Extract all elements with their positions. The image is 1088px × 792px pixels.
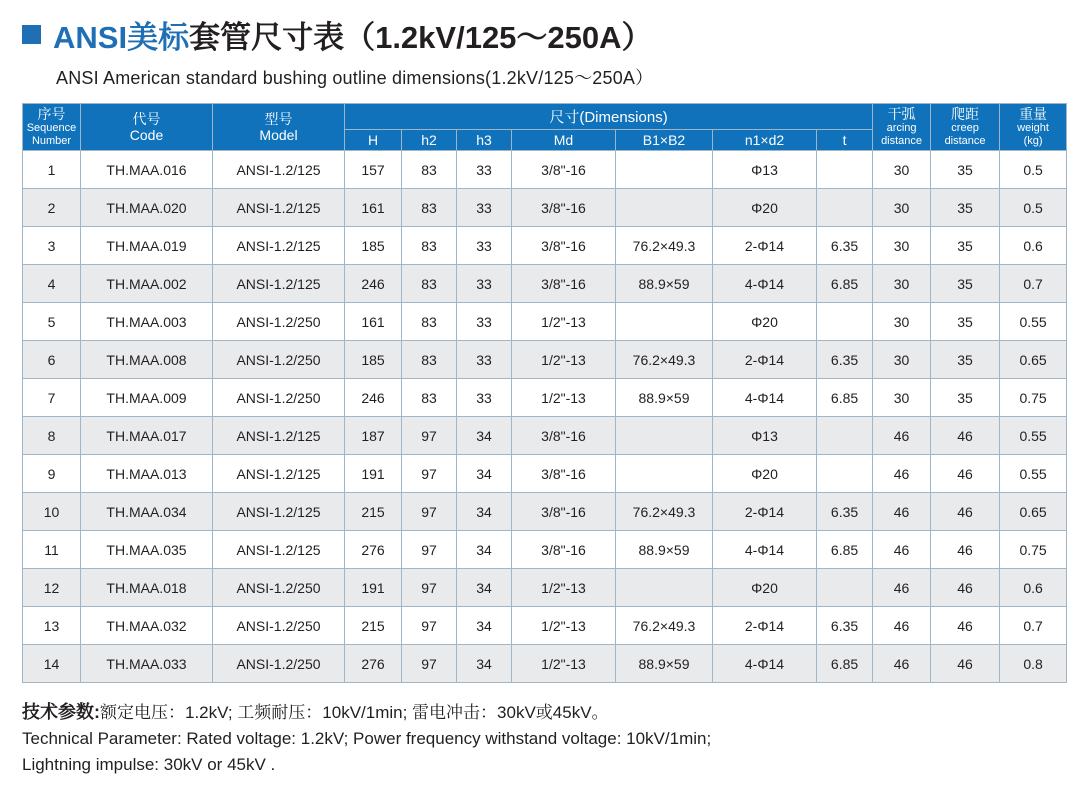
table-row	[23, 379, 1067, 417]
note-line-english-1: Technical Parameter: Rated voltage: 1.2kV; Power frequency withstand voltage: 10kV/1min;	[22, 729, 712, 748]
cell-model: ANSI-1.2/250	[213, 341, 345, 379]
cell-model: ANSI-1.2/250	[213, 569, 345, 607]
cell-code: TH.MAA.016	[81, 151, 213, 189]
header-creep-zh: 爬距	[951, 106, 980, 123]
cell-t: 6.35	[817, 341, 873, 379]
cell-model: ANSI-1.2/125	[213, 265, 345, 303]
header-weight	[1000, 104, 1067, 151]
cell-h: 161	[345, 189, 402, 227]
cell-weight: 0.75	[1000, 531, 1067, 569]
cell-h1: 30	[873, 189, 931, 227]
table-row	[23, 341, 1067, 379]
cell-weight: 0.75	[1000, 379, 1067, 417]
cell-h1: 46	[873, 493, 931, 531]
note-label: 技术参数:	[22, 702, 100, 722]
cell-b1b2: 88.9×59	[616, 379, 713, 417]
cell-h: 185	[345, 227, 402, 265]
cell-h: 276	[345, 645, 402, 683]
cell-h1: 46	[873, 417, 931, 455]
cell-h2: 97	[402, 645, 457, 683]
cell-sequence: 12	[23, 569, 81, 607]
page-subtitle: ANSI American standard bushing outline dimensions(1.2kV/125～250A）	[56, 68, 654, 88]
table-row	[23, 493, 1067, 531]
header-sequence-en1: Sequence	[26, 122, 77, 135]
cell-n1d2: 2-Φ14	[713, 341, 817, 379]
cell-creep: 35	[931, 265, 1000, 303]
cell-h1: 30	[873, 303, 931, 341]
cell-weight: 0.55	[1000, 455, 1067, 493]
cell-n1d2: 4-Φ14	[713, 265, 817, 303]
cell-h: 246	[345, 379, 402, 417]
technical-notes	[22, 699, 1066, 779]
cell-sequence: 5	[23, 303, 81, 341]
cell-h1: 30	[873, 265, 931, 303]
cell-sequence: 4	[23, 265, 81, 303]
cell-code: TH.MAA.008	[81, 341, 213, 379]
header-b1b2: B1×B2	[616, 130, 713, 151]
cell-h2: 97	[402, 531, 457, 569]
cell-sequence: 8	[23, 417, 81, 455]
cell-h1: 46	[873, 455, 931, 493]
header-h2: h2	[402, 130, 457, 151]
cell-h1: 46	[873, 607, 931, 645]
cell-sequence: 1	[23, 151, 81, 189]
header-code-en: Code	[129, 127, 164, 143]
spec-table-wrapper	[22, 103, 1084, 683]
cell-code: TH.MAA.009	[81, 379, 213, 417]
note-text-chinese: 额定电压：1.2kV; 工频耐压：10kV/1min; 雷电冲击：30kV或45kV。	[100, 703, 609, 722]
cell-sequence: 10	[23, 493, 81, 531]
page-title	[0, 0, 1088, 57]
cell-h2: 83	[402, 341, 457, 379]
cell-h: 157	[345, 151, 402, 189]
table-row	[23, 417, 1067, 455]
cell-model: ANSI-1.2/250	[213, 379, 345, 417]
cell-code: TH.MAA.002	[81, 265, 213, 303]
cell-h: 215	[345, 607, 402, 645]
title-text	[53, 12, 653, 57]
cell-sequence: 2	[23, 189, 81, 227]
header-creep-en1: creep	[951, 122, 979, 135]
header-arcing-distance	[873, 104, 931, 151]
cell-creep: 35	[931, 379, 1000, 417]
cell-md: 1/2"-13	[512, 607, 616, 645]
cell-n1d2: Φ20	[713, 189, 817, 227]
cell-sequence: 13	[23, 607, 81, 645]
cell-model: ANSI-1.2/125	[213, 531, 345, 569]
cell-h3: 33	[457, 341, 512, 379]
header-code-zh: 代号	[132, 110, 161, 127]
header-sequence-en2: Number	[31, 135, 72, 148]
cell-creep: 46	[931, 569, 1000, 607]
cell-t: 6.85	[817, 645, 873, 683]
cell-creep: 35	[931, 227, 1000, 265]
table-row	[23, 303, 1067, 341]
cell-md: 3/8"-16	[512, 417, 616, 455]
cell-h2: 97	[402, 417, 457, 455]
cell-weight: 0.8	[1000, 645, 1067, 683]
cell-n1d2: 4-Φ14	[713, 379, 817, 417]
cell-sequence: 3	[23, 227, 81, 265]
cell-creep: 35	[931, 189, 1000, 227]
cell-md: 1/2"-13	[512, 303, 616, 341]
cell-b1b2: 88.9×59	[616, 645, 713, 683]
cell-b1b2: 88.9×59	[616, 531, 713, 569]
cell-h2: 83	[402, 189, 457, 227]
cell-b1b2	[616, 303, 713, 341]
cell-code: TH.MAA.020	[81, 189, 213, 227]
cell-sequence: 7	[23, 379, 81, 417]
cell-h2: 97	[402, 493, 457, 531]
header-model	[213, 104, 345, 151]
cell-h2: 97	[402, 607, 457, 645]
table-row	[23, 607, 1067, 645]
cell-h2: 97	[402, 569, 457, 607]
cell-n1d2: 2-Φ14	[713, 493, 817, 531]
cell-md: 3/8"-16	[512, 189, 616, 227]
cell-h1: 30	[873, 341, 931, 379]
cell-weight: 0.55	[1000, 303, 1067, 341]
cell-code: TH.MAA.034	[81, 493, 213, 531]
cell-weight: 0.7	[1000, 265, 1067, 303]
cell-sequence: 9	[23, 455, 81, 493]
cell-h3: 34	[457, 645, 512, 683]
cell-h1: 46	[873, 569, 931, 607]
cell-h2: 83	[402, 151, 457, 189]
cell-md: 3/8"-16	[512, 531, 616, 569]
cell-h2: 83	[402, 379, 457, 417]
cell-t	[817, 417, 873, 455]
cell-code: TH.MAA.018	[81, 569, 213, 607]
cell-t: 6.85	[817, 265, 873, 303]
cell-code: TH.MAA.032	[81, 607, 213, 645]
cell-creep: 46	[931, 493, 1000, 531]
cell-code: TH.MAA.035	[81, 531, 213, 569]
cell-h3: 34	[457, 493, 512, 531]
cell-n1d2: Φ13	[713, 417, 817, 455]
cell-n1d2: Φ20	[713, 455, 817, 493]
header-weight-en2: (kg)	[1023, 135, 1043, 148]
cell-sequence: 6	[23, 341, 81, 379]
cell-t	[817, 569, 873, 607]
title-text-dark: 套管尺寸表（1.2kV/125～250A）	[189, 20, 653, 55]
cell-creep: 35	[931, 303, 1000, 341]
cell-h: 191	[345, 569, 402, 607]
cell-h3: 34	[457, 569, 512, 607]
header-creep-en2: distance	[944, 135, 986, 148]
cell-code: TH.MAA.033	[81, 645, 213, 683]
cell-creep: 46	[931, 645, 1000, 683]
cell-creep: 35	[931, 341, 1000, 379]
header-row-top	[23, 104, 1067, 130]
cell-sequence: 11	[23, 531, 81, 569]
cell-h3: 33	[457, 379, 512, 417]
cell-model: ANSI-1.2/125	[213, 189, 345, 227]
table-row	[23, 569, 1067, 607]
table-row	[23, 265, 1067, 303]
header-md: Md	[512, 130, 616, 151]
cell-model: ANSI-1.2/125	[213, 455, 345, 493]
header-model-zh: 型号	[264, 110, 293, 127]
header-h: H	[345, 130, 402, 151]
cell-code: TH.MAA.019	[81, 227, 213, 265]
cell-h3: 34	[457, 607, 512, 645]
cell-md: 1/2"-13	[512, 341, 616, 379]
table-body	[23, 151, 1067, 683]
cell-h2: 83	[402, 265, 457, 303]
table-head	[23, 104, 1084, 151]
cell-b1b2	[616, 569, 713, 607]
header-t: t	[817, 130, 873, 151]
cell-t	[817, 151, 873, 189]
cell-sequence: 14	[23, 645, 81, 683]
cell-md: 1/2"-13	[512, 569, 616, 607]
cell-weight: 0.5	[1000, 189, 1067, 227]
cell-b1b2: 76.2×49.3	[616, 341, 713, 379]
cell-creep: 46	[931, 455, 1000, 493]
cell-h: 185	[345, 341, 402, 379]
cell-code: TH.MAA.017	[81, 417, 213, 455]
cell-weight: 0.65	[1000, 493, 1067, 531]
cell-h: 215	[345, 493, 402, 531]
cell-t: 6.35	[817, 607, 873, 645]
cell-b1b2	[616, 417, 713, 455]
cell-h2: 97	[402, 455, 457, 493]
cell-b1b2: 76.2×49.3	[616, 227, 713, 265]
cell-t: 6.35	[817, 493, 873, 531]
header-n1d2: n1×d2	[713, 130, 817, 151]
cell-model: ANSI-1.2/250	[213, 607, 345, 645]
header-dimensions: 尺寸(Dimensions)	[345, 104, 873, 130]
cell-model: ANSI-1.2/250	[213, 645, 345, 683]
cell-md: 3/8"-16	[512, 455, 616, 493]
note-line-english-2: Lightning impulse: 30kV or 45kV .	[22, 755, 276, 775]
cell-md: 3/8"-16	[512, 493, 616, 531]
cell-h2: 83	[402, 227, 457, 265]
cell-h: 191	[345, 455, 402, 493]
cell-md: 3/8"-16	[512, 151, 616, 189]
header-sequence	[23, 104, 81, 151]
cell-h2: 83	[402, 303, 457, 341]
cell-h: 246	[345, 265, 402, 303]
cell-model: ANSI-1.2/125	[213, 417, 345, 455]
cell-md: 1/2"-13	[512, 645, 616, 683]
header-creep-distance	[931, 104, 1000, 151]
table-row	[23, 151, 1067, 189]
cell-h3: 33	[457, 151, 512, 189]
header-h3: h3	[457, 130, 512, 151]
header-model-en: Model	[259, 127, 298, 143]
cell-b1b2	[616, 151, 713, 189]
cell-weight: 0.5	[1000, 151, 1067, 189]
table-row	[23, 455, 1067, 493]
table-row	[23, 531, 1067, 569]
title-text-blue: ANSI美标	[53, 20, 190, 55]
cell-h3: 33	[457, 227, 512, 265]
cell-h1: 30	[873, 379, 931, 417]
table-row	[23, 227, 1067, 265]
cell-code: TH.MAA.013	[81, 455, 213, 493]
cell-model: ANSI-1.2/125	[213, 493, 345, 531]
cell-creep: 46	[931, 417, 1000, 455]
header-weight-en1: weight	[1017, 122, 1049, 135]
cell-n1d2: 2-Φ14	[713, 227, 817, 265]
header-row-sub: H h2 h3 Md B1×B2 n1×d2 t h1	[23, 130, 1067, 151]
cell-creep: 46	[931, 531, 1000, 569]
table-row	[23, 189, 1067, 227]
cell-weight: 0.7	[1000, 607, 1067, 645]
cell-t	[817, 455, 873, 493]
cell-weight: 0.6	[1000, 227, 1067, 265]
cell-h: 276	[345, 531, 402, 569]
cell-t: 6.85	[817, 531, 873, 569]
cell-h3: 33	[457, 265, 512, 303]
cell-n1d2: 4-Φ14	[713, 645, 817, 683]
cell-weight: 0.65	[1000, 341, 1067, 379]
cell-b1b2: 76.2×49.3	[616, 493, 713, 531]
cell-n1d2: Φ20	[713, 303, 817, 341]
header-code	[81, 104, 213, 151]
cell-h: 187	[345, 417, 402, 455]
cell-h3: 33	[457, 189, 512, 227]
cell-h1: 30	[873, 227, 931, 265]
cell-weight: 0.6	[1000, 569, 1067, 607]
cell-n1d2: 4-Φ14	[713, 531, 817, 569]
cell-n1d2: Φ13	[713, 151, 817, 189]
cell-b1b2: 76.2×49.3	[616, 607, 713, 645]
cell-n1d2: Φ20	[713, 569, 817, 607]
note-line-chinese	[22, 699, 1066, 726]
cell-md: 3/8"-16	[512, 265, 616, 303]
cell-t	[817, 303, 873, 341]
cell-t: 6.85	[817, 379, 873, 417]
cell-md: 1/2"-13	[512, 379, 616, 417]
cell-b1b2	[616, 189, 713, 227]
cell-h3: 34	[457, 417, 512, 455]
cell-model: ANSI-1.2/250	[213, 303, 345, 341]
cell-model: ANSI-1.2/125	[213, 227, 345, 265]
cell-creep: 35	[931, 151, 1000, 189]
cell-n1d2: 2-Φ14	[713, 607, 817, 645]
cell-code: TH.MAA.003	[81, 303, 213, 341]
cell-t	[817, 189, 873, 227]
cell-h3: 34	[457, 531, 512, 569]
table-row	[23, 645, 1067, 683]
cell-md: 3/8"-16	[512, 227, 616, 265]
header-arcing-en2: distance	[881, 135, 923, 148]
cell-h3: 34	[457, 455, 512, 493]
cell-weight: 0.55	[1000, 417, 1067, 455]
header-weight-zh: 重量	[1019, 106, 1048, 123]
cell-creep: 46	[931, 607, 1000, 645]
cell-h: 161	[345, 303, 402, 341]
title-square-icon	[22, 25, 41, 44]
cell-t: 6.35	[817, 227, 873, 265]
cell-h1: 30	[873, 151, 931, 189]
header-arcing-en1: arcing	[886, 122, 917, 135]
cell-b1b2: 88.9×59	[616, 265, 713, 303]
cell-model: ANSI-1.2/125	[213, 151, 345, 189]
header-arcing-zh: 干弧	[887, 106, 916, 123]
header-sequence-zh: 序号	[37, 106, 66, 123]
cell-b1b2	[616, 455, 713, 493]
cell-h1: 46	[873, 531, 931, 569]
cell-h1: 46	[873, 645, 931, 683]
cell-h3: 33	[457, 303, 512, 341]
spec-table	[22, 103, 1084, 683]
